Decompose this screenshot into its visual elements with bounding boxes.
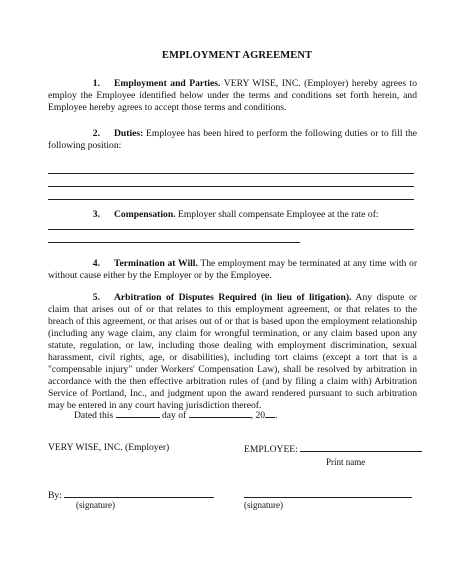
paragraph-number: 2. xyxy=(92,128,100,139)
by-signature-row xyxy=(48,488,214,502)
paragraph-heading: Arbitration of Disputes Required (in lieu of litigation). xyxy=(114,292,352,303)
paragraph-number: 1. xyxy=(92,78,100,89)
paragraph-duties xyxy=(48,128,417,152)
compensation-blank-line-2[interactable] xyxy=(48,242,300,243)
dated-line xyxy=(74,408,277,422)
paragraph-termination xyxy=(48,258,417,282)
dated-year: , 20 xyxy=(250,410,266,421)
paragraph-arbitration xyxy=(48,292,417,412)
employee-label-row xyxy=(244,442,422,456)
document-title: EMPLOYMENT AGREEMENT xyxy=(161,50,313,61)
paragraph-text: Employee has been hired to perform the following duties or to fill the following position: xyxy=(48,128,417,151)
paragraph-heading: Duties: xyxy=(114,128,144,139)
print-name-caption: Print name xyxy=(326,457,366,467)
paragraph-text: Employer shall compensate Employee at the rate of: xyxy=(175,209,379,220)
employee-print-name-blank[interactable] xyxy=(300,442,422,452)
day-blank[interactable] xyxy=(116,408,160,418)
by-label: By: xyxy=(48,490,62,501)
compensation-blank-line-1[interactable] xyxy=(48,229,414,230)
paragraph-compensation xyxy=(48,209,417,221)
paragraph-heading: Compensation. xyxy=(114,209,176,220)
paragraph-employment-parties xyxy=(48,78,417,114)
signature-caption-left: (signature) xyxy=(76,500,115,510)
employer-signature-blank[interactable] xyxy=(64,488,214,498)
paragraph-heading: Termination at Will. xyxy=(114,258,198,269)
duties-blank-line-2[interactable] xyxy=(48,186,414,187)
year-blank[interactable] xyxy=(265,408,275,418)
month-blank[interactable] xyxy=(189,408,251,418)
paragraph-text: VERY WISE, INC. (Employer) hereby agrees to employ the Employee identified below under the terms and conditions set forth herein, and Employee hereby agrees to accept those terms and conditions. xyxy=(48,78,417,113)
dated-prefix: Dated this xyxy=(74,410,114,421)
employer-label: VERY WISE, INC. (Employer) xyxy=(48,442,170,453)
paragraph-number: 5. xyxy=(92,292,100,303)
paragraph-heading: Employment and Parties. xyxy=(114,78,221,89)
dated-day-of: day of xyxy=(161,410,187,421)
signature-caption-right: (signature) xyxy=(244,500,283,510)
paragraph-text: Any dispute or claim that arises out of or that relates to this employment agreement, or that relates to the breach of this agreement, or that arises out of or that is based upon the employment relationship (including any wage claim, any claim for wrongful termination, or any claim based upon any statute, regulation, or law, including those dealing with employment discrimination, sexual harassment, civil rights, age, or disabilities), including tort claims (except a tort that is a "compensable injury" under Workers' Compensation Law), shall be resolved by arbitration in accordance with the then effective arbitration rules of (and by filing a claim with) Arbitration Service of Portland, Inc., and judgment upon the award rendered pursuant to such arbitration may be entered in any court having jurisdiction thereof. xyxy=(48,292,417,411)
employee-signature-blank[interactable] xyxy=(244,488,412,498)
duties-blank-line-3[interactable] xyxy=(48,199,414,200)
employee-label: EMPLOYEE: xyxy=(244,444,298,455)
duties-blank-line-1[interactable] xyxy=(48,173,414,174)
dated-end: . xyxy=(275,410,278,421)
paragraph-number: 4. xyxy=(92,258,100,269)
paragraph-number: 3. xyxy=(92,209,100,220)
paragraph-text: The employment may be terminated at any time with or without cause either by the Employer or by the Employee. xyxy=(48,258,418,281)
